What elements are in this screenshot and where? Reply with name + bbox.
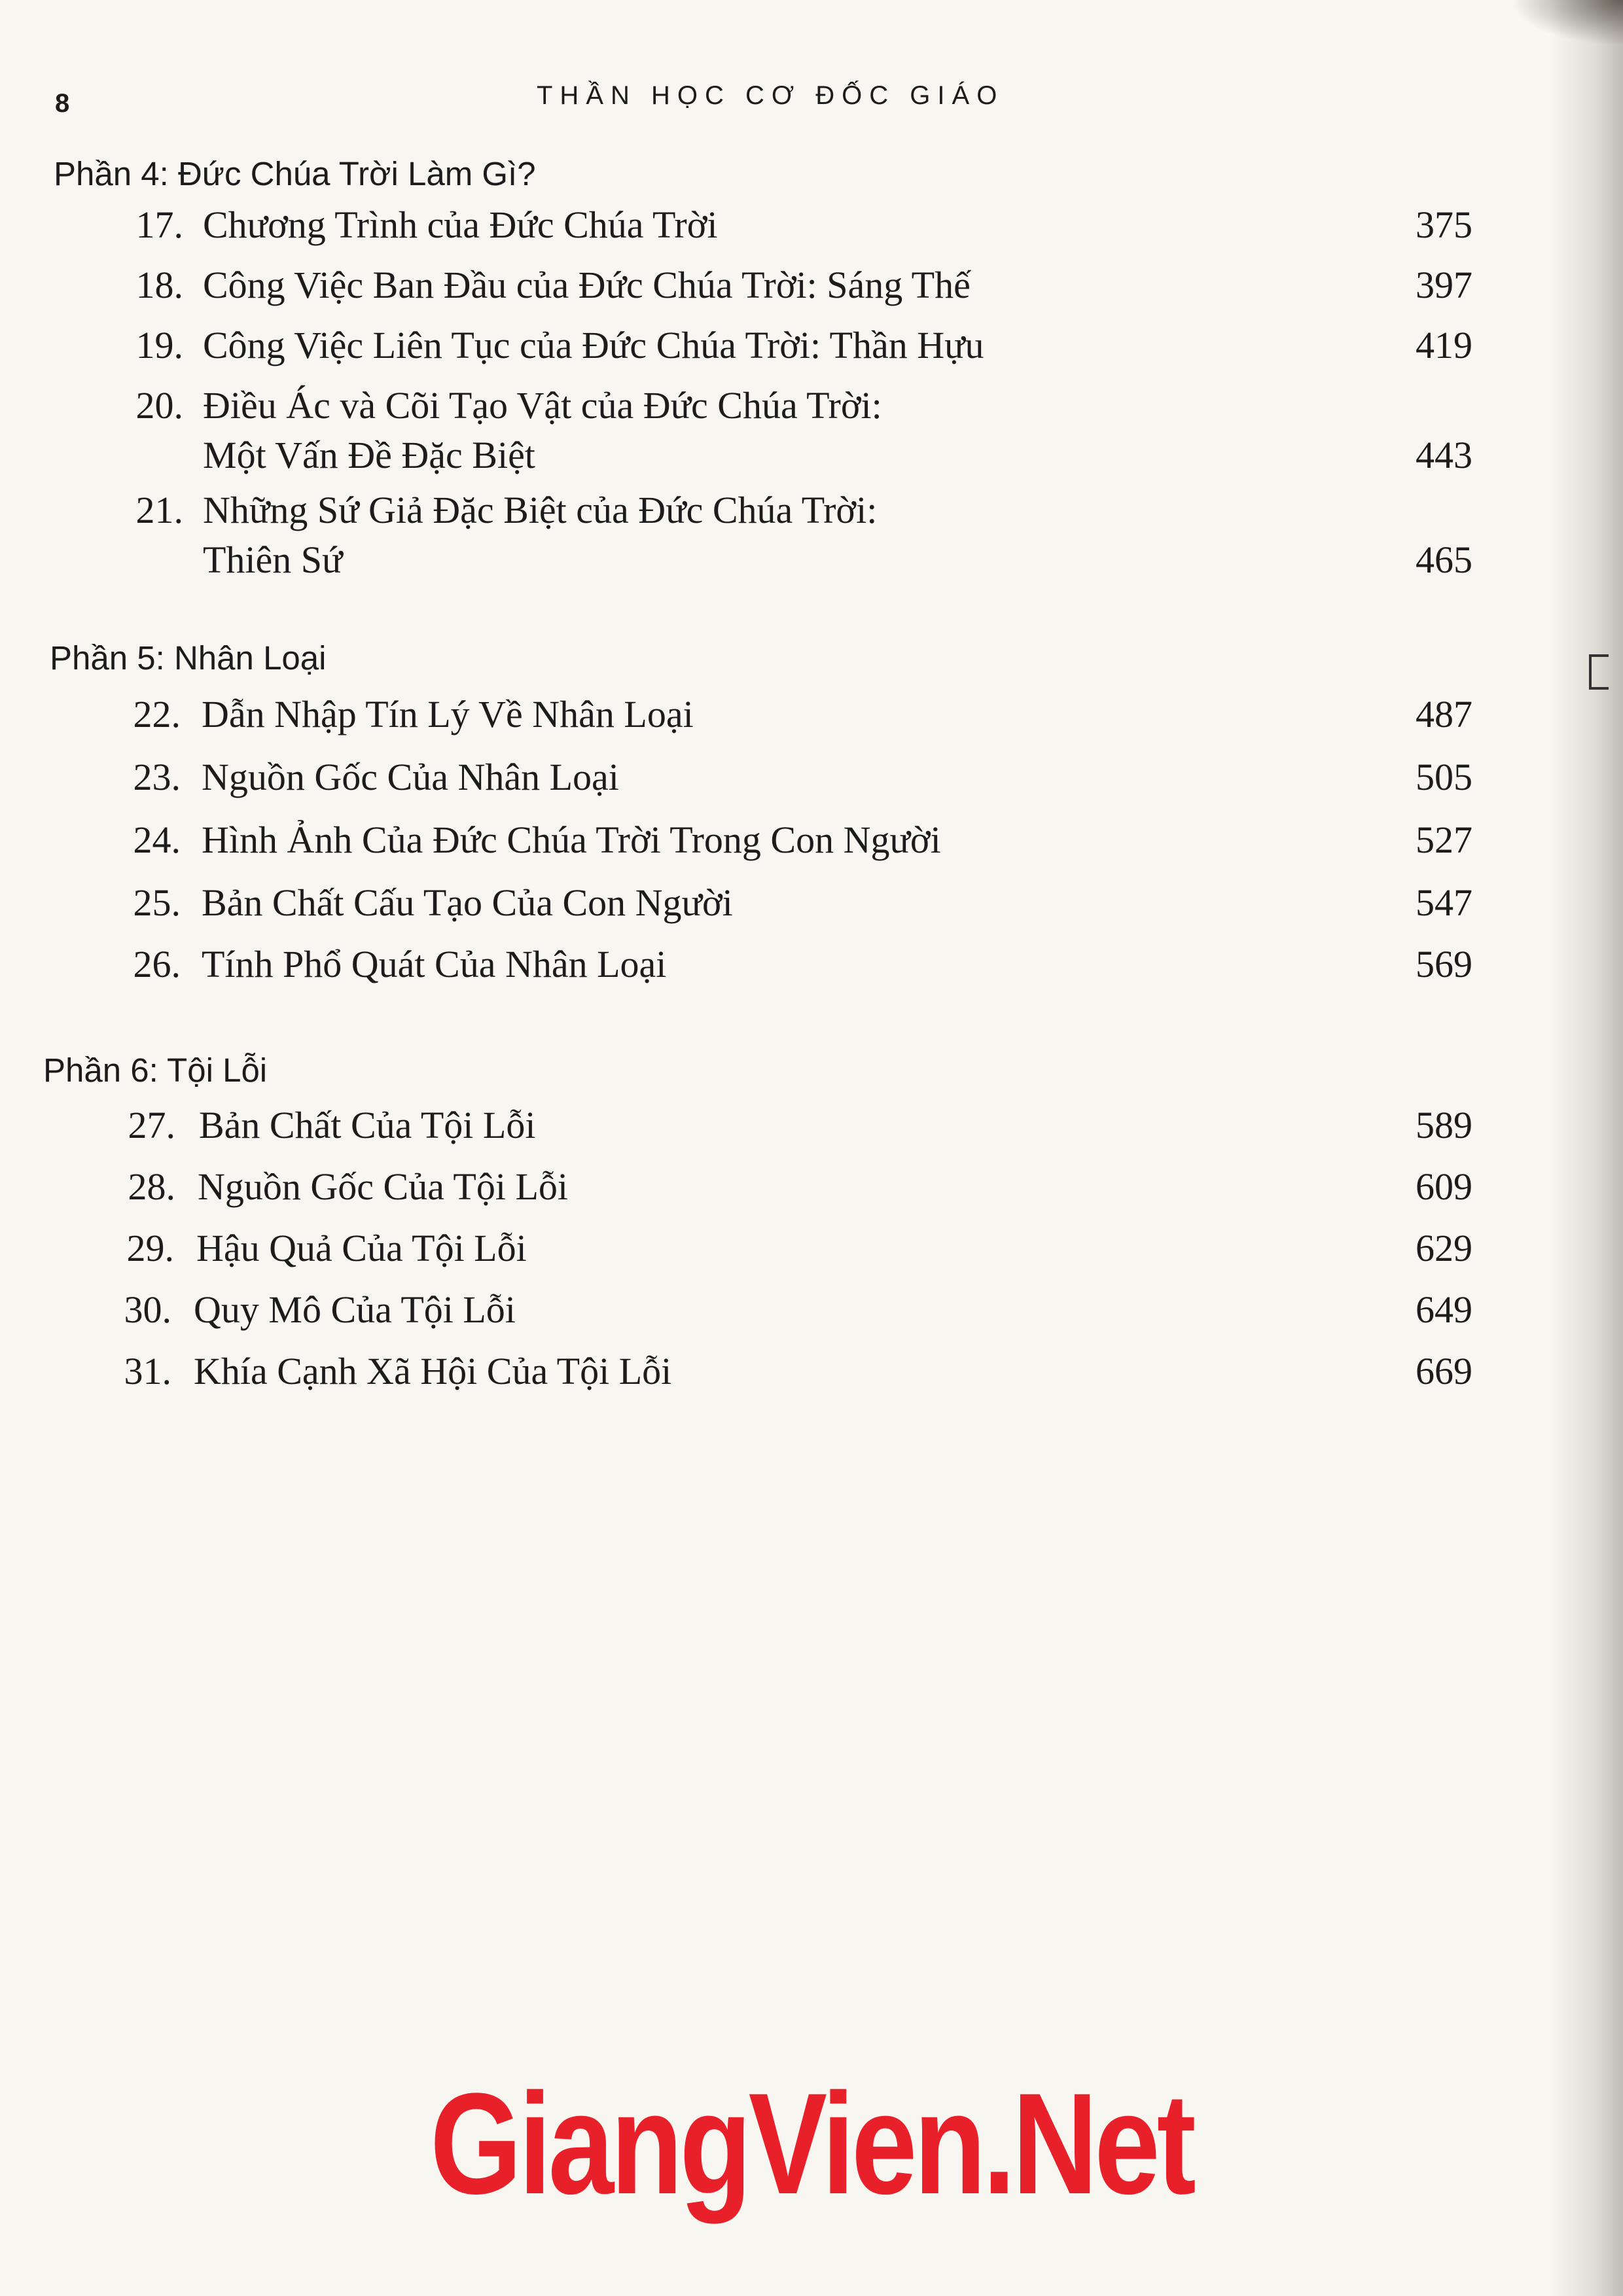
chapter-page: 465	[1416, 539, 1472, 581]
chapter-page: 487	[1416, 693, 1472, 735]
chapter-title: Hình Ảnh Của Đức Chúa Trời Trong Con Người	[202, 819, 941, 861]
chapter-page: 547	[1416, 881, 1472, 924]
chapter-title-line2: Thiên Sứ	[203, 539, 343, 581]
chapter-number: 30.	[124, 1288, 171, 1331]
chapter-page: 527	[1416, 819, 1472, 861]
chapter-number: 17.	[135, 203, 183, 246]
page-number: 8	[55, 89, 70, 118]
chapter-page: 419	[1416, 324, 1472, 366]
chapter-page: 375	[1416, 203, 1472, 246]
watermark: GiangVien.Net	[430, 2063, 1193, 2224]
chapter-title: Điều Ác và Cõi Tạo Vật của Đức Chúa Trời:	[203, 384, 882, 427]
page-edge-shadow	[1551, 0, 1623, 2296]
chapter-number: 22.	[133, 693, 181, 735]
chapter-title: Nguồn Gốc Của Nhân Loại	[202, 756, 619, 798]
chapter-title: Chương Trình của Đức Chúa Trời	[203, 203, 718, 246]
chapter-page: 589	[1416, 1104, 1472, 1146]
chapter-page: 569	[1416, 943, 1472, 985]
chapter-title: Tính Phổ Quát Của Nhân Loại	[202, 943, 667, 985]
chapter-number: 28.	[128, 1165, 175, 1208]
chapter-page: 397	[1416, 264, 1472, 306]
chapter-title: Nguồn Gốc Của Tội Lỗi	[198, 1165, 568, 1208]
chapter-number: 29.	[126, 1227, 174, 1269]
chapter-number: 25.	[133, 881, 181, 924]
book-title: THẦN HỌC CƠ ĐỐC GIÁO	[537, 81, 1005, 110]
chapter-page: 649	[1416, 1288, 1472, 1331]
chapter-number: 31.	[124, 1350, 171, 1392]
corner-shadow	[1512, 0, 1623, 46]
chapter-title-line2: Một Vấn Đề Đặc Biệt	[203, 434, 535, 476]
chapter-number: 24.	[133, 819, 181, 861]
running-head	[0, 77, 1623, 123]
chapter-title: Công Việc Liên Tục của Đức Chúa Trời: Thần Hựu	[203, 324, 984, 366]
part-heading-6: Phần 6: Tội Lỗi	[43, 1051, 268, 1089]
chapter-title: Công Việc Ban Đầu của Đức Chúa Trời: Sáng Thế	[203, 264, 971, 306]
chapter-number: 20.	[135, 384, 183, 427]
part-heading-4: Phần 4: Đức Chúa Trời Làm Gì?	[54, 155, 536, 192]
chapter-number: 26.	[133, 943, 181, 985]
chapter-page: 443	[1416, 434, 1472, 476]
chapter-page: 505	[1416, 756, 1472, 798]
chapter-title: Quy Mô Của Tội Lỗi	[194, 1288, 516, 1331]
chapter-number: 19.	[135, 324, 183, 366]
chapter-title: Hậu Quả Của Tội Lỗi	[196, 1227, 527, 1269]
edge-mark	[1589, 654, 1609, 690]
part-heading-5: Phần 5: Nhân Loại	[50, 639, 327, 677]
chapter-title: Bản Chất Của Tội Lỗi	[199, 1104, 536, 1146]
chapter-number: 27.	[128, 1104, 175, 1146]
chapter-number: 18.	[135, 264, 183, 306]
chapter-title: Bản Chất Cấu Tạo Của Con Người	[202, 881, 733, 924]
chapter-page: 629	[1416, 1227, 1472, 1269]
chapter-number: 23.	[133, 756, 181, 798]
chapter-page: 669	[1416, 1350, 1472, 1392]
chapter-title: Dẫn Nhập Tín Lý Về Nhân Loại	[202, 693, 694, 735]
chapter-title: Khía Cạnh Xã Hội Của Tội Lỗi	[194, 1350, 672, 1392]
chapter-number: 21.	[135, 489, 183, 531]
chapter-page: 609	[1416, 1165, 1472, 1208]
chapter-title: Những Sứ Giả Đặc Biệt của Đức Chúa Trời:	[203, 489, 878, 531]
